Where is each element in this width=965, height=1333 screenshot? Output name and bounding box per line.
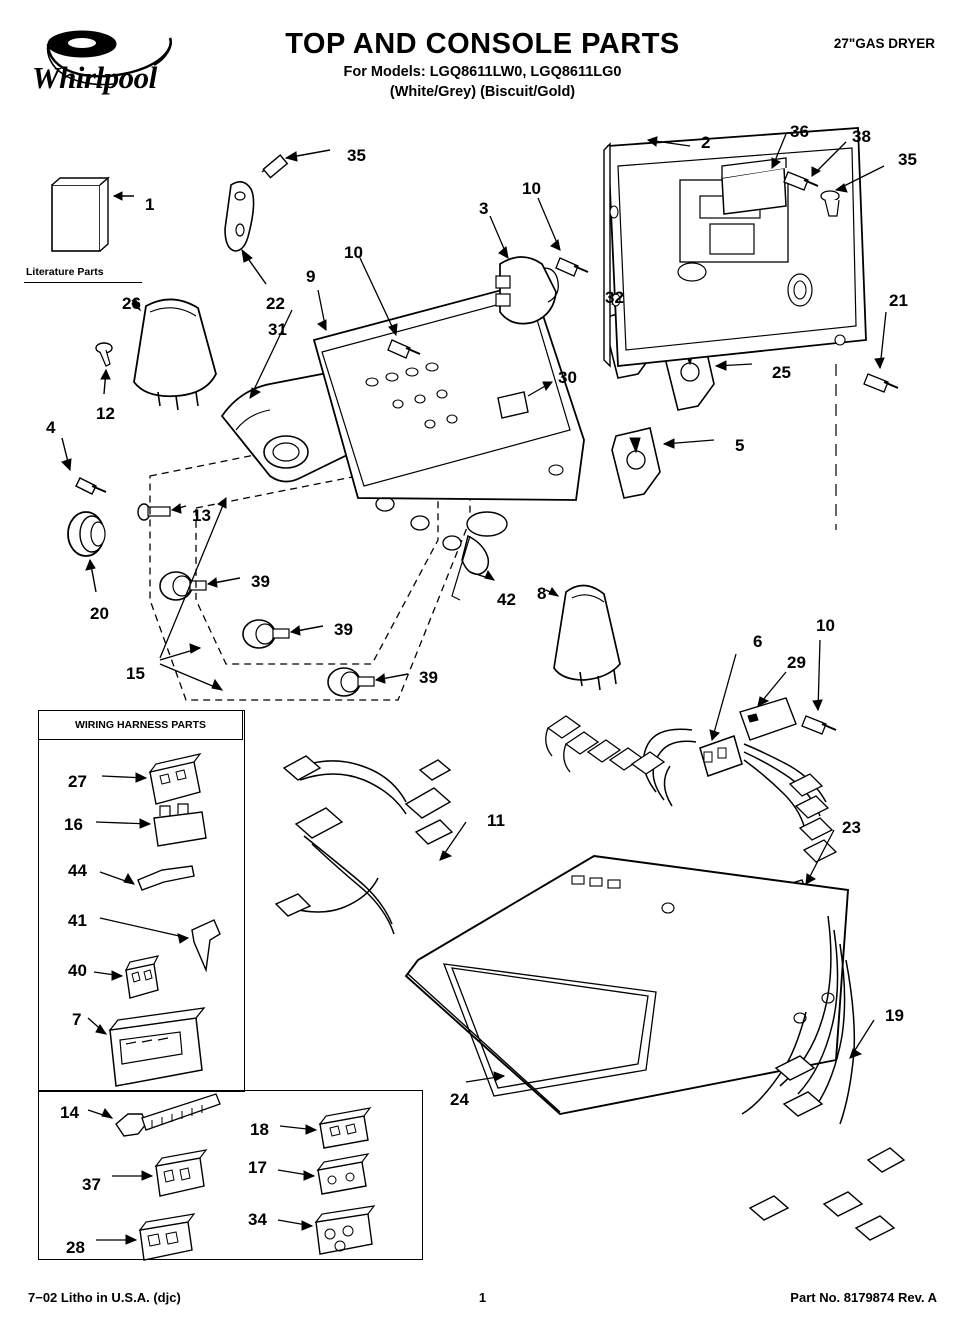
part-10-screw-switch xyxy=(538,198,588,276)
part-6-terminal-block xyxy=(700,654,742,776)
callout-number: 3 xyxy=(479,199,489,218)
callout-number: 10 xyxy=(522,179,541,198)
callout-number: 22 xyxy=(266,294,285,313)
callout-number: 16 xyxy=(64,815,83,834)
callout-number: 42 xyxy=(497,590,516,609)
callout-number: 17 xyxy=(248,1158,267,1177)
callout-number: 35 xyxy=(347,146,366,165)
callout-number: 31 xyxy=(268,320,287,339)
wiring-harness-parts-title: WIRING HARNESS PARTS xyxy=(38,710,243,740)
callout-number: 10 xyxy=(816,616,835,635)
callout-number: 18 xyxy=(250,1120,269,1139)
callout-number: 13 xyxy=(192,506,211,525)
callout-number: 39 xyxy=(251,572,270,591)
part-8-end-cap-right xyxy=(546,585,620,690)
callout-number: 15 xyxy=(126,664,145,683)
callout-number: 28 xyxy=(66,1238,85,1257)
callout-number: 11 xyxy=(487,811,505,830)
callout-number: 32 xyxy=(605,288,624,307)
callout-number: 14 xyxy=(60,1103,79,1122)
wire-bundle-right-upper xyxy=(546,716,836,862)
callout-number: 34 xyxy=(248,1210,267,1229)
callout-number: 21 xyxy=(889,291,908,310)
dryer-type-label: 27"GAS DRYER xyxy=(833,36,935,51)
callout-number: 2 xyxy=(701,133,711,152)
part-39-knob-1 xyxy=(160,572,240,600)
page-title: TOP AND CONSOLE PARTS xyxy=(285,28,680,60)
callout-number: 44 xyxy=(68,861,87,880)
part-13-screw xyxy=(138,504,186,520)
part-39-knob-3 xyxy=(328,668,408,696)
callout-number: 26 xyxy=(122,294,141,313)
part-2-rear-console-panel xyxy=(604,128,866,366)
callout-number: 41 xyxy=(68,911,87,930)
callout-number: 19 xyxy=(885,1006,904,1025)
part-12-screw xyxy=(96,343,112,394)
callout-number: 35 xyxy=(898,150,917,169)
callout-number: 36 xyxy=(790,122,809,141)
callout-number: 12 xyxy=(96,404,115,423)
callout-number: 6 xyxy=(753,632,763,651)
callout-number: 4 xyxy=(46,418,56,437)
callout-number: 1 xyxy=(145,195,155,214)
callout-number: 37 xyxy=(82,1175,101,1194)
callout-number: 25 xyxy=(772,363,791,382)
callout-number: 5 xyxy=(735,436,745,455)
part-29-board xyxy=(740,672,796,740)
callout-number: 24 xyxy=(450,1090,469,1109)
part-39-knob-2 xyxy=(243,620,323,648)
models-line-1: For Models: LGQ8611LW0, LGQ8611LG0 xyxy=(343,64,622,80)
part-20-knob xyxy=(68,512,105,592)
part-21-screw xyxy=(864,312,898,392)
part-24-top-panel xyxy=(406,856,848,1114)
part-4-screw xyxy=(62,438,106,494)
part-11-harness xyxy=(276,756,466,934)
callout-number: 30 xyxy=(558,368,577,387)
part-10-screw-right xyxy=(802,640,836,734)
callout-number: 39 xyxy=(334,620,353,639)
callout-number: 40 xyxy=(68,961,87,980)
callout-number: 9 xyxy=(306,267,316,286)
part-35-screw-left xyxy=(262,150,330,178)
footer-print-info: 7−02 Litho in U.S.A. (djc) xyxy=(28,1290,181,1305)
part-26-end-cap xyxy=(132,299,216,410)
logo-wordmark: Whirlpool xyxy=(32,60,157,95)
wiring-harness-parts-box xyxy=(38,710,245,1092)
literature-parts-label: Literature Parts xyxy=(26,266,104,278)
callout-number: 10 xyxy=(344,243,363,262)
part-1-literature xyxy=(52,178,134,251)
part-5-switch xyxy=(612,428,714,498)
footer-page-number: 1 xyxy=(478,1290,487,1305)
callout-number: 27 xyxy=(68,772,87,791)
footer-part-number: Part No. 8179874 Rev. A xyxy=(790,1290,937,1305)
part-22-31-bracket xyxy=(225,182,266,284)
callout-number: 29 xyxy=(787,653,806,672)
callout-number: 20 xyxy=(90,604,109,623)
callout-number: 7 xyxy=(72,1010,82,1029)
callout-number: 23 xyxy=(842,818,861,837)
callout-number: 8 xyxy=(537,584,547,603)
models-line-2: (White/Grey) (Biscuit/Gold) xyxy=(389,84,576,100)
part-3-timer-switch xyxy=(490,216,558,324)
callout-number: 38 xyxy=(852,127,871,146)
callout-number: 39 xyxy=(419,668,438,687)
literature-parts-underline xyxy=(24,282,142,283)
